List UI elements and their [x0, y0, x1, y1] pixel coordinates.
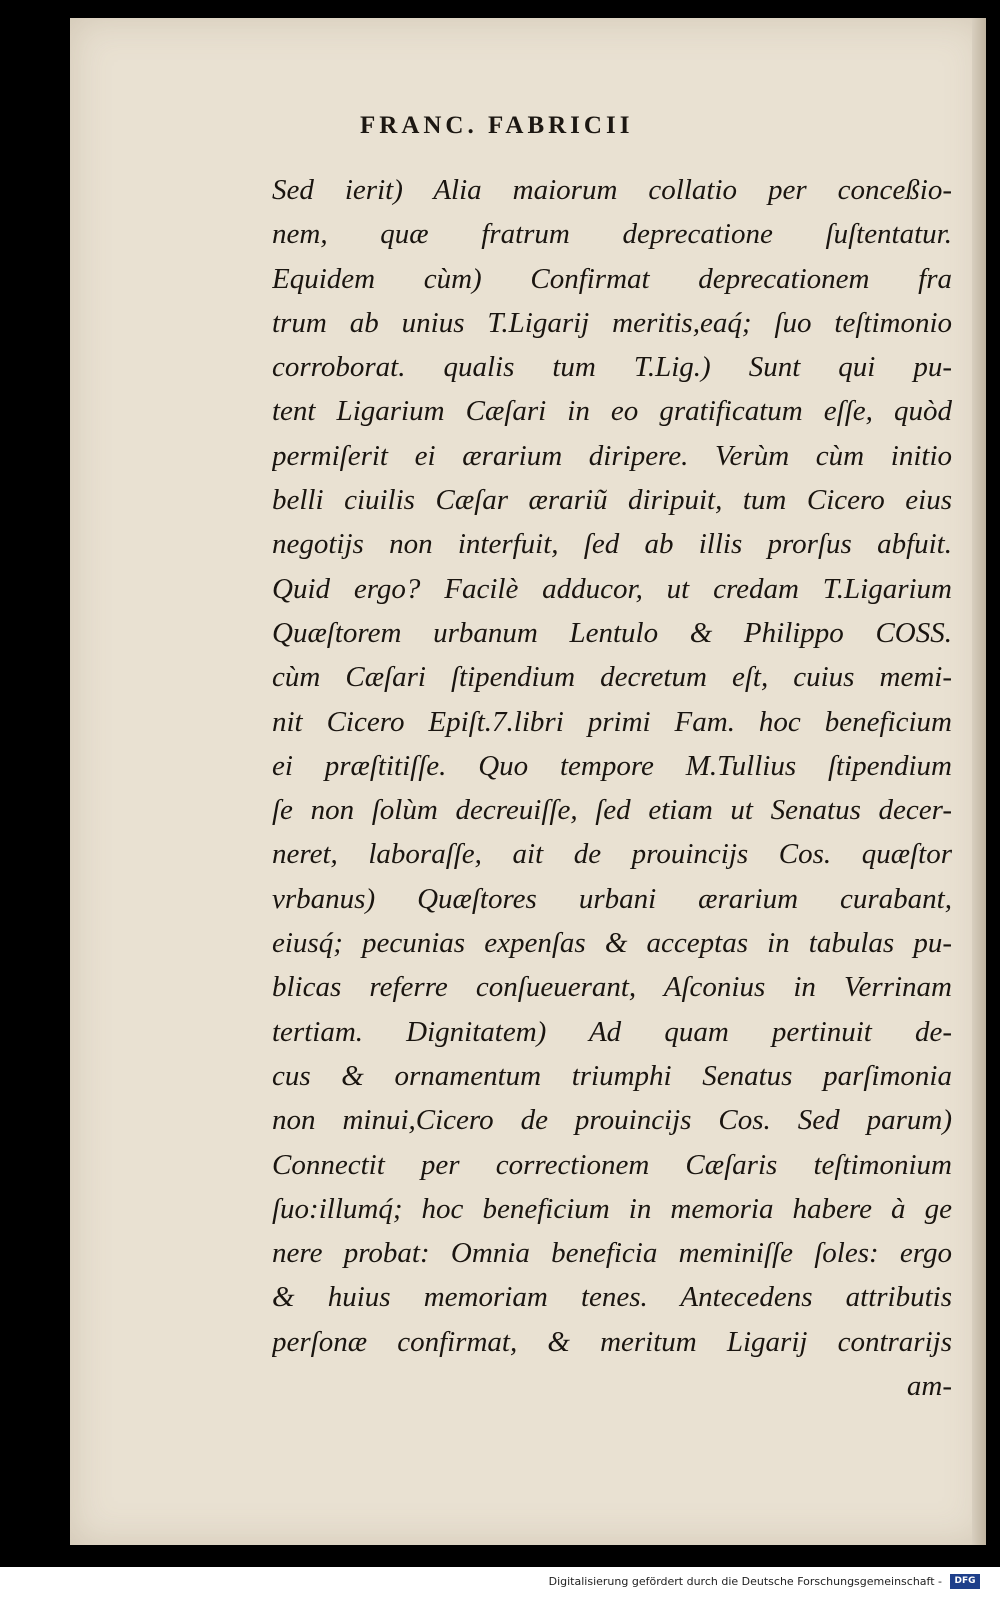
text-line: Quæſtorem urbanum Lentulo & Philippo COSS. — [272, 616, 952, 649]
running-head: FRANC. FABRICII — [360, 112, 634, 139]
dfg-logo: DFG — [950, 1574, 980, 1589]
text-block — [272, 168, 952, 1408]
text-line: Connectit per correctionem Cæſaris teſtimonium — [272, 1148, 952, 1181]
text-line: perſonæ confirmat, & meritum Ligarij contrarijs — [272, 1325, 952, 1358]
text-line: belli ciuilis Cæſar ærariũ diripuit, tum Cicero eius — [272, 484, 952, 517]
text-line: corroborat. qualis tum T.Lig.) Sunt qui pu- — [272, 351, 952, 384]
text-line: neret, laboraſſe, ait de prouincijs Cos. quæſtor — [272, 838, 952, 871]
text-line: nem, quæ fratrum deprecatione ſuſtentatur. — [272, 218, 952, 251]
text-line: blicas referre conſueuerant, Aſconius in Verrinam — [272, 971, 952, 1004]
text-line: cus & ornamentum triumphi Senatus parſimonia — [272, 1059, 952, 1092]
text-line: permiſerit ei ærarium diripere. Verùm cùm initio — [272, 439, 952, 472]
text-line: nere probat: Omnia beneficia meminiſſe ſoles: ergo — [272, 1237, 952, 1270]
text-line: Sed ierit) Alia maiorum collatio per conceßio- — [272, 174, 952, 206]
text-line: vrbanus) Quæſtores urbani ærarium curabant, — [272, 882, 952, 915]
text-line: ſuo:illumq́; hoc beneficium in memoria habere à ge — [272, 1192, 952, 1225]
text-line: tertiam. Dignitatem) Ad quam pertinuit de- — [272, 1015, 952, 1048]
text-line: non minui,Cicero de prouincijs Cos. Sed parum) — [272, 1104, 952, 1137]
text-line: ſe non ſolùm decreuiſſe, ſed etiam ut Senatus decer- — [272, 794, 952, 827]
footer-bar — [0, 1567, 1000, 1597]
text-line: eiusq́; pecunias expenſas & acceptas in tabulas pu- — [272, 927, 952, 960]
text-line: cùm Cæſari ſtipendium decretum eſt, cuius memi- — [272, 661, 952, 694]
text-line: trum ab unius T.Ligarij meritis,eaq́; ſuo teſtimonio — [272, 306, 952, 339]
text-line: nit Cicero Epiſt.7.libri primi Fam. hoc beneficium — [272, 705, 952, 738]
text-line: Equidem cùm) Confirmat deprecationem fra — [272, 262, 952, 295]
text-line: negotijs non interfuit, ſed ab illis prorſus abfuit. — [272, 528, 952, 561]
text-line: & huius memoriam tenes. Antecedens attributis — [272, 1281, 952, 1314]
catchword: am- — [906, 1370, 952, 1403]
text-line: Quid ergo? Facilè adducor, ut credam T.Ligarium — [272, 572, 952, 605]
text-line: ei præſtitiſſe. Quo tempore M.Tullius ſtipendium — [272, 749, 952, 782]
footer-credit: Digitalisierung gefördert durch die Deutsche Forschungsgemeinschaft - — [548, 1575, 942, 1588]
page-edge — [972, 18, 986, 1545]
text-line: tent Ligarium Cæſari in eo gratificatum eſſe, quòd — [272, 395, 952, 428]
